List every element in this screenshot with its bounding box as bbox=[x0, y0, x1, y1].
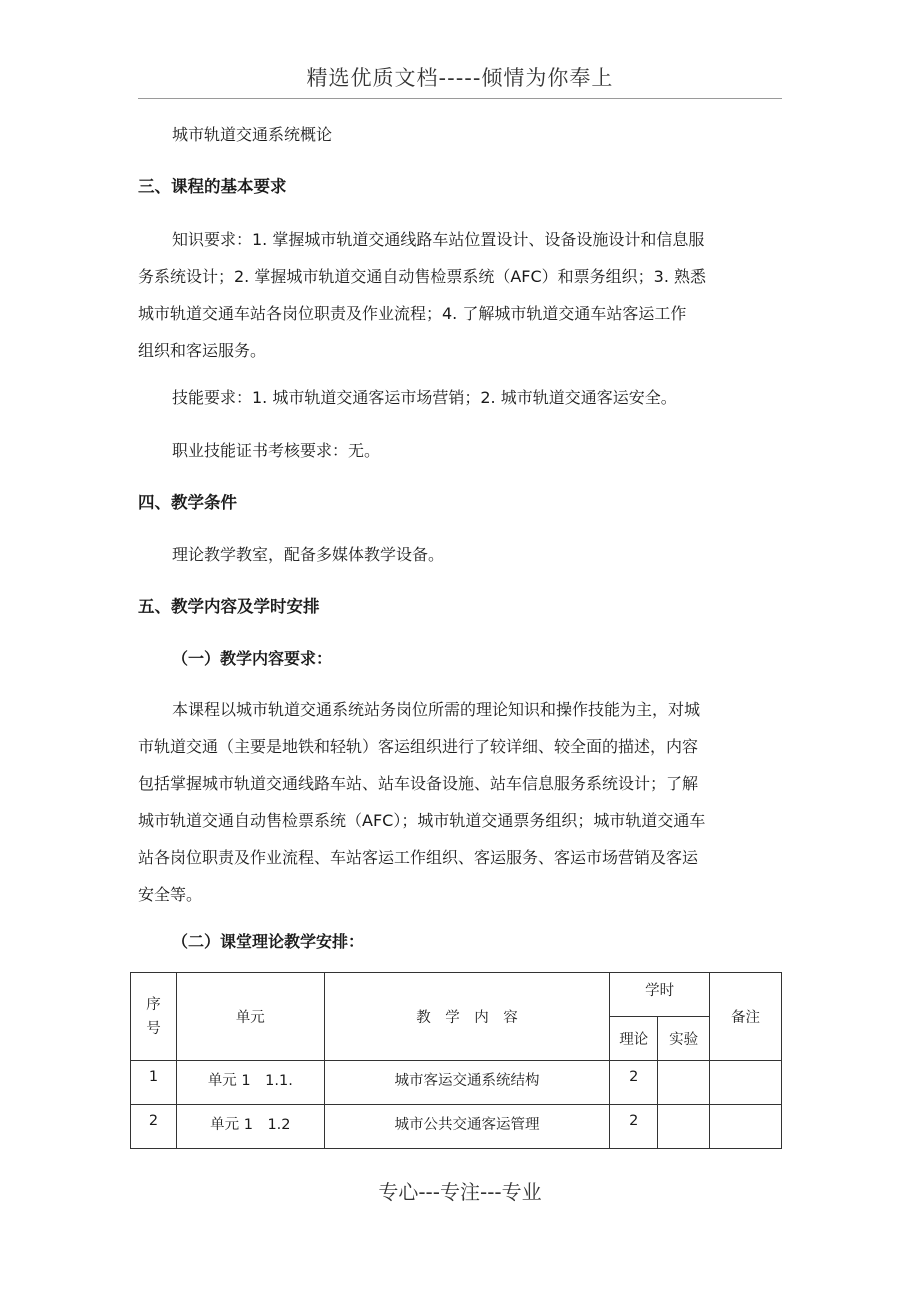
header-theory: 理论 bbox=[610, 1017, 658, 1061]
content-line: 包括掌握城市轨道交通线路车站、站车设备设施、站车信息服务系统设计；了解 bbox=[138, 774, 699, 793]
section-heading-conditions: 四、教学条件 bbox=[138, 493, 237, 512]
content-line: 站各岗位职责及作业流程、车站客运工作组织、客运服务、客运市场营销及客运 bbox=[138, 848, 699, 867]
header-divider bbox=[138, 98, 782, 99]
course-name: 城市轨道交通系统概论 bbox=[172, 125, 333, 144]
table-row bbox=[131, 1105, 782, 1149]
cell-practice bbox=[658, 1061, 710, 1105]
cell-unit: 单元 1 1.2 bbox=[176, 1105, 324, 1149]
knowledge-line: 组织和客运服务。 bbox=[138, 341, 267, 360]
content-line: 城市轨道交通自动售检票系统（AFC）；城市轨道交通票务组织；城市轨道交通车 bbox=[138, 811, 706, 830]
content-line: 安全等。 bbox=[138, 885, 203, 904]
header-practice: 实验 bbox=[658, 1017, 710, 1061]
page-footer-text: 专心---专注---专业 bbox=[378, 1180, 542, 1204]
header-hours: 学时 bbox=[610, 973, 710, 1017]
cell-content: 城市客运交通系统结构 bbox=[324, 1061, 610, 1105]
page-header-title: 精选优质文档-----倾情为你奉上 bbox=[306, 66, 614, 90]
teaching-schedule-table bbox=[130, 972, 782, 1149]
cell-seq: 2 bbox=[131, 1105, 177, 1149]
cell-remark bbox=[710, 1105, 782, 1149]
certificate-requirements: 职业技能证书考核要求：无。 bbox=[172, 441, 381, 460]
cell-remark bbox=[710, 1061, 782, 1105]
knowledge-line: 城市轨道交通车站各岗位职责及作业流程；4. 了解城市轨道交通车站客运工作 bbox=[138, 304, 687, 323]
cell-unit: 单元 1 1.1. bbox=[176, 1061, 324, 1105]
header-seq-line1: 序 bbox=[146, 996, 161, 1013]
content-line: 本课程以城市轨道交通系统站务岗位所需的理论知识和操作技能为主，对城 bbox=[172, 700, 701, 719]
cell-practice bbox=[658, 1105, 710, 1149]
table-row bbox=[131, 1061, 782, 1105]
section-heading-content: 五、教学内容及学时安排 bbox=[138, 597, 320, 616]
subheading-teaching-schedule: （二）课堂理论教学安排： bbox=[172, 932, 365, 951]
table-header-row bbox=[131, 973, 782, 1017]
header-unit: 单元 bbox=[176, 973, 324, 1061]
header-seq-line2: 号 bbox=[146, 1020, 161, 1037]
header-remark: 备注 bbox=[710, 973, 782, 1061]
content-line: 市轨道交通（主要是地铁和轻轨）客运组织进行了较详细、较全面的描述，内容 bbox=[138, 737, 699, 756]
cell-content: 城市公共交通客运管理 bbox=[324, 1105, 610, 1149]
cell-theory: 2 bbox=[610, 1061, 658, 1105]
header-content: 教 学 内 容 bbox=[324, 973, 610, 1061]
cell-seq: 1 bbox=[131, 1061, 177, 1105]
knowledge-line: 务系统设计；2. 掌握城市轨道交通自动售检票系统（AFC）和票务组织；3. 熟悉 bbox=[138, 267, 707, 286]
cell-theory: 2 bbox=[610, 1105, 658, 1149]
header-seq bbox=[131, 973, 177, 1061]
conditions-text: 理论教学教室，配备多媒体教学设备。 bbox=[172, 545, 445, 564]
section-heading-requirements: 三、课程的基本要求 bbox=[138, 177, 287, 196]
subheading-content-requirements: （一）教学内容要求： bbox=[172, 649, 333, 668]
skills-requirements: 技能要求：1. 城市轨道交通客运市场营销；2. 城市轨道交通客运安全。 bbox=[172, 388, 677, 407]
knowledge-line: 知识要求：1. 掌握城市轨道交通线路车站位置设计、设备设施设计和信息服 bbox=[172, 230, 705, 249]
